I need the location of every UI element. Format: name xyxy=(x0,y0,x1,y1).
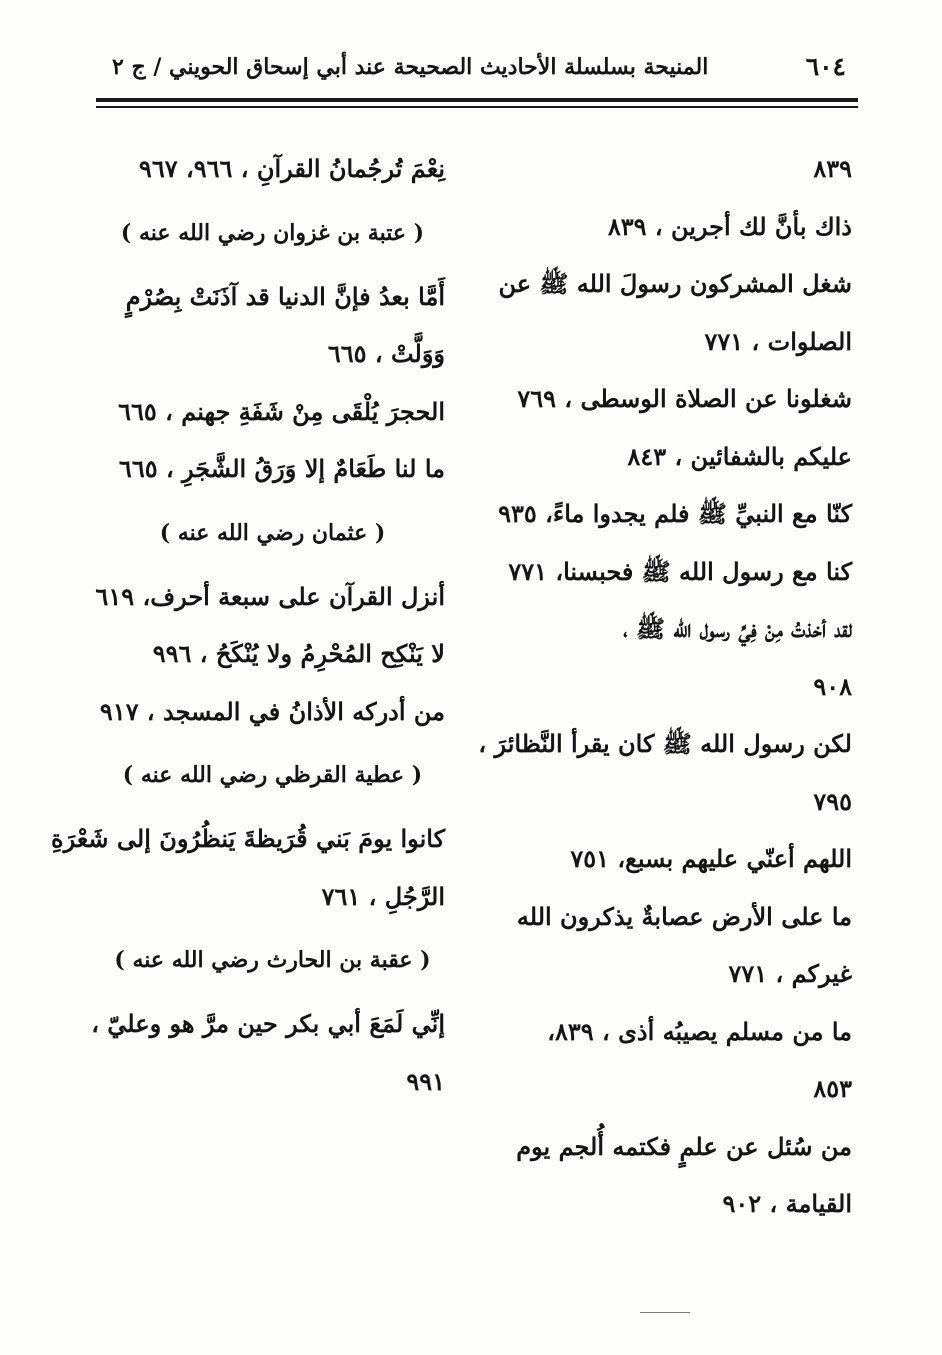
page-number: ٦٠٤ xyxy=(805,52,846,81)
index-entry: ٨٣٩ xyxy=(813,154,852,183)
index-entry: شغلونا عن الصلاة الوسطى ، ٧٦٩ xyxy=(517,384,852,413)
index-entry: إنِّي لَمَعَ أبي بكر حين مرَّ هو وعليّ ، xyxy=(91,1009,445,1038)
index-entry: الصلوات ، ٧٧١ xyxy=(704,326,852,356)
footer-dash xyxy=(640,1312,690,1313)
index-entry: ٩٩١ xyxy=(406,1066,445,1096)
index-entry: ذاك بأنَّ لك أجرين ، ٨٣٩ xyxy=(607,211,852,241)
index-entry: أنزل القرآن على سبعة أحرف، ٦١٩ xyxy=(95,581,445,611)
index-entry: كنا مع رسول الله ﷺ فحبسنا، ٧٧١ xyxy=(508,556,852,586)
index-entry: ٨٥٣ xyxy=(813,1074,852,1103)
index-entry: ما لنا طَعَامٌ إلا وَرَقُ الشَّجَرِ ، ٦٦٥ xyxy=(118,454,445,483)
narrator-heading: ( عطية القرظي رضي الله عنه ) xyxy=(122,762,423,788)
index-entry: ٧٩٥ xyxy=(813,786,852,816)
index-entry: الحجرَ يُلْقَى مِنْ شَفَةِ جهنم ، ٦٦٥ xyxy=(118,396,445,426)
index-column-left xyxy=(51,140,445,1110)
index-entry: من سُئل عن علمٍ فكتمه أُلجم يوم xyxy=(516,1131,852,1161)
narrator-heading: ( عقبة بن الحارث رضي الله عنه ) xyxy=(114,947,431,973)
index-entry: وَوَلَّتْ ، ٦٦٥ xyxy=(327,339,445,368)
index-entry: أَمَّا بعدُ فإنَّ الدنيا قد آذَنَتْ بِصُرْمٍ xyxy=(125,281,445,311)
index-entry: شغل المشركون رسولَ الله ﷺ عن xyxy=(498,269,852,298)
index-entry: كنّا مع النبيِّ ﷺ فلم يجدوا ماءً، ٩٣٥ xyxy=(498,499,852,528)
header-rule-thin xyxy=(96,106,858,108)
index-entry: ما على الأرض عصابةٌ يذكرون الله xyxy=(516,901,852,931)
index-entry: ما من مسلم يصيبُه أذى ، ٨٣٩، xyxy=(547,1016,852,1046)
index-entry: اللهم أعنّي عليهم بسبع، ٧٥١ xyxy=(570,844,852,873)
index-entry: القيامة ، ٩٠٢ xyxy=(722,1189,852,1218)
index-entry: نِعْمَ تُرجُمانُ القرآنِ ، ٩٦٦، ٩٦٧ xyxy=(138,154,445,183)
index-entry: غيركم ، ٧٧١ xyxy=(728,959,852,988)
index-entry: لا يَنْكِح المُحْرِمُ ولا يُنْكَحُ ، ٩٩٦ xyxy=(152,639,445,668)
page-header xyxy=(112,50,852,86)
index-column-right xyxy=(478,140,852,1233)
index-entry: كانوا يومَ بَني قُرَيظةَ يَنظُرُونَ إلى شَعْرَةِ xyxy=(51,824,445,853)
book-title: المنيحة بسلسلة الأحاديث الصحيحة عند أبي إسحاق الحويني / ج ٢ xyxy=(112,54,709,80)
index-entry: لقد أخذتُ مِنْ فِيِّ رسول الله ﷺ ، xyxy=(623,614,852,643)
header-rule-thick xyxy=(96,98,858,102)
index-entry: ٩٠٨ xyxy=(813,671,852,701)
narrator-heading: ( عتبة بن غزوان رضي الله عنه ) xyxy=(120,219,425,246)
index-entry: الرَّجُلِ ، ٧٦١ xyxy=(321,881,445,911)
index-entry: عليكم بالشفائين ، ٨٤٣ xyxy=(627,441,852,471)
index-entry: من أدركه الأذانُ في المسجد ، ٩١٧ xyxy=(99,696,445,726)
narrator-heading: ( عثمان رضي الله عنه ) xyxy=(159,519,386,546)
index-entry: لكن رسول الله ﷺ كان يقرأ النَّظائرَ ، xyxy=(478,729,852,758)
